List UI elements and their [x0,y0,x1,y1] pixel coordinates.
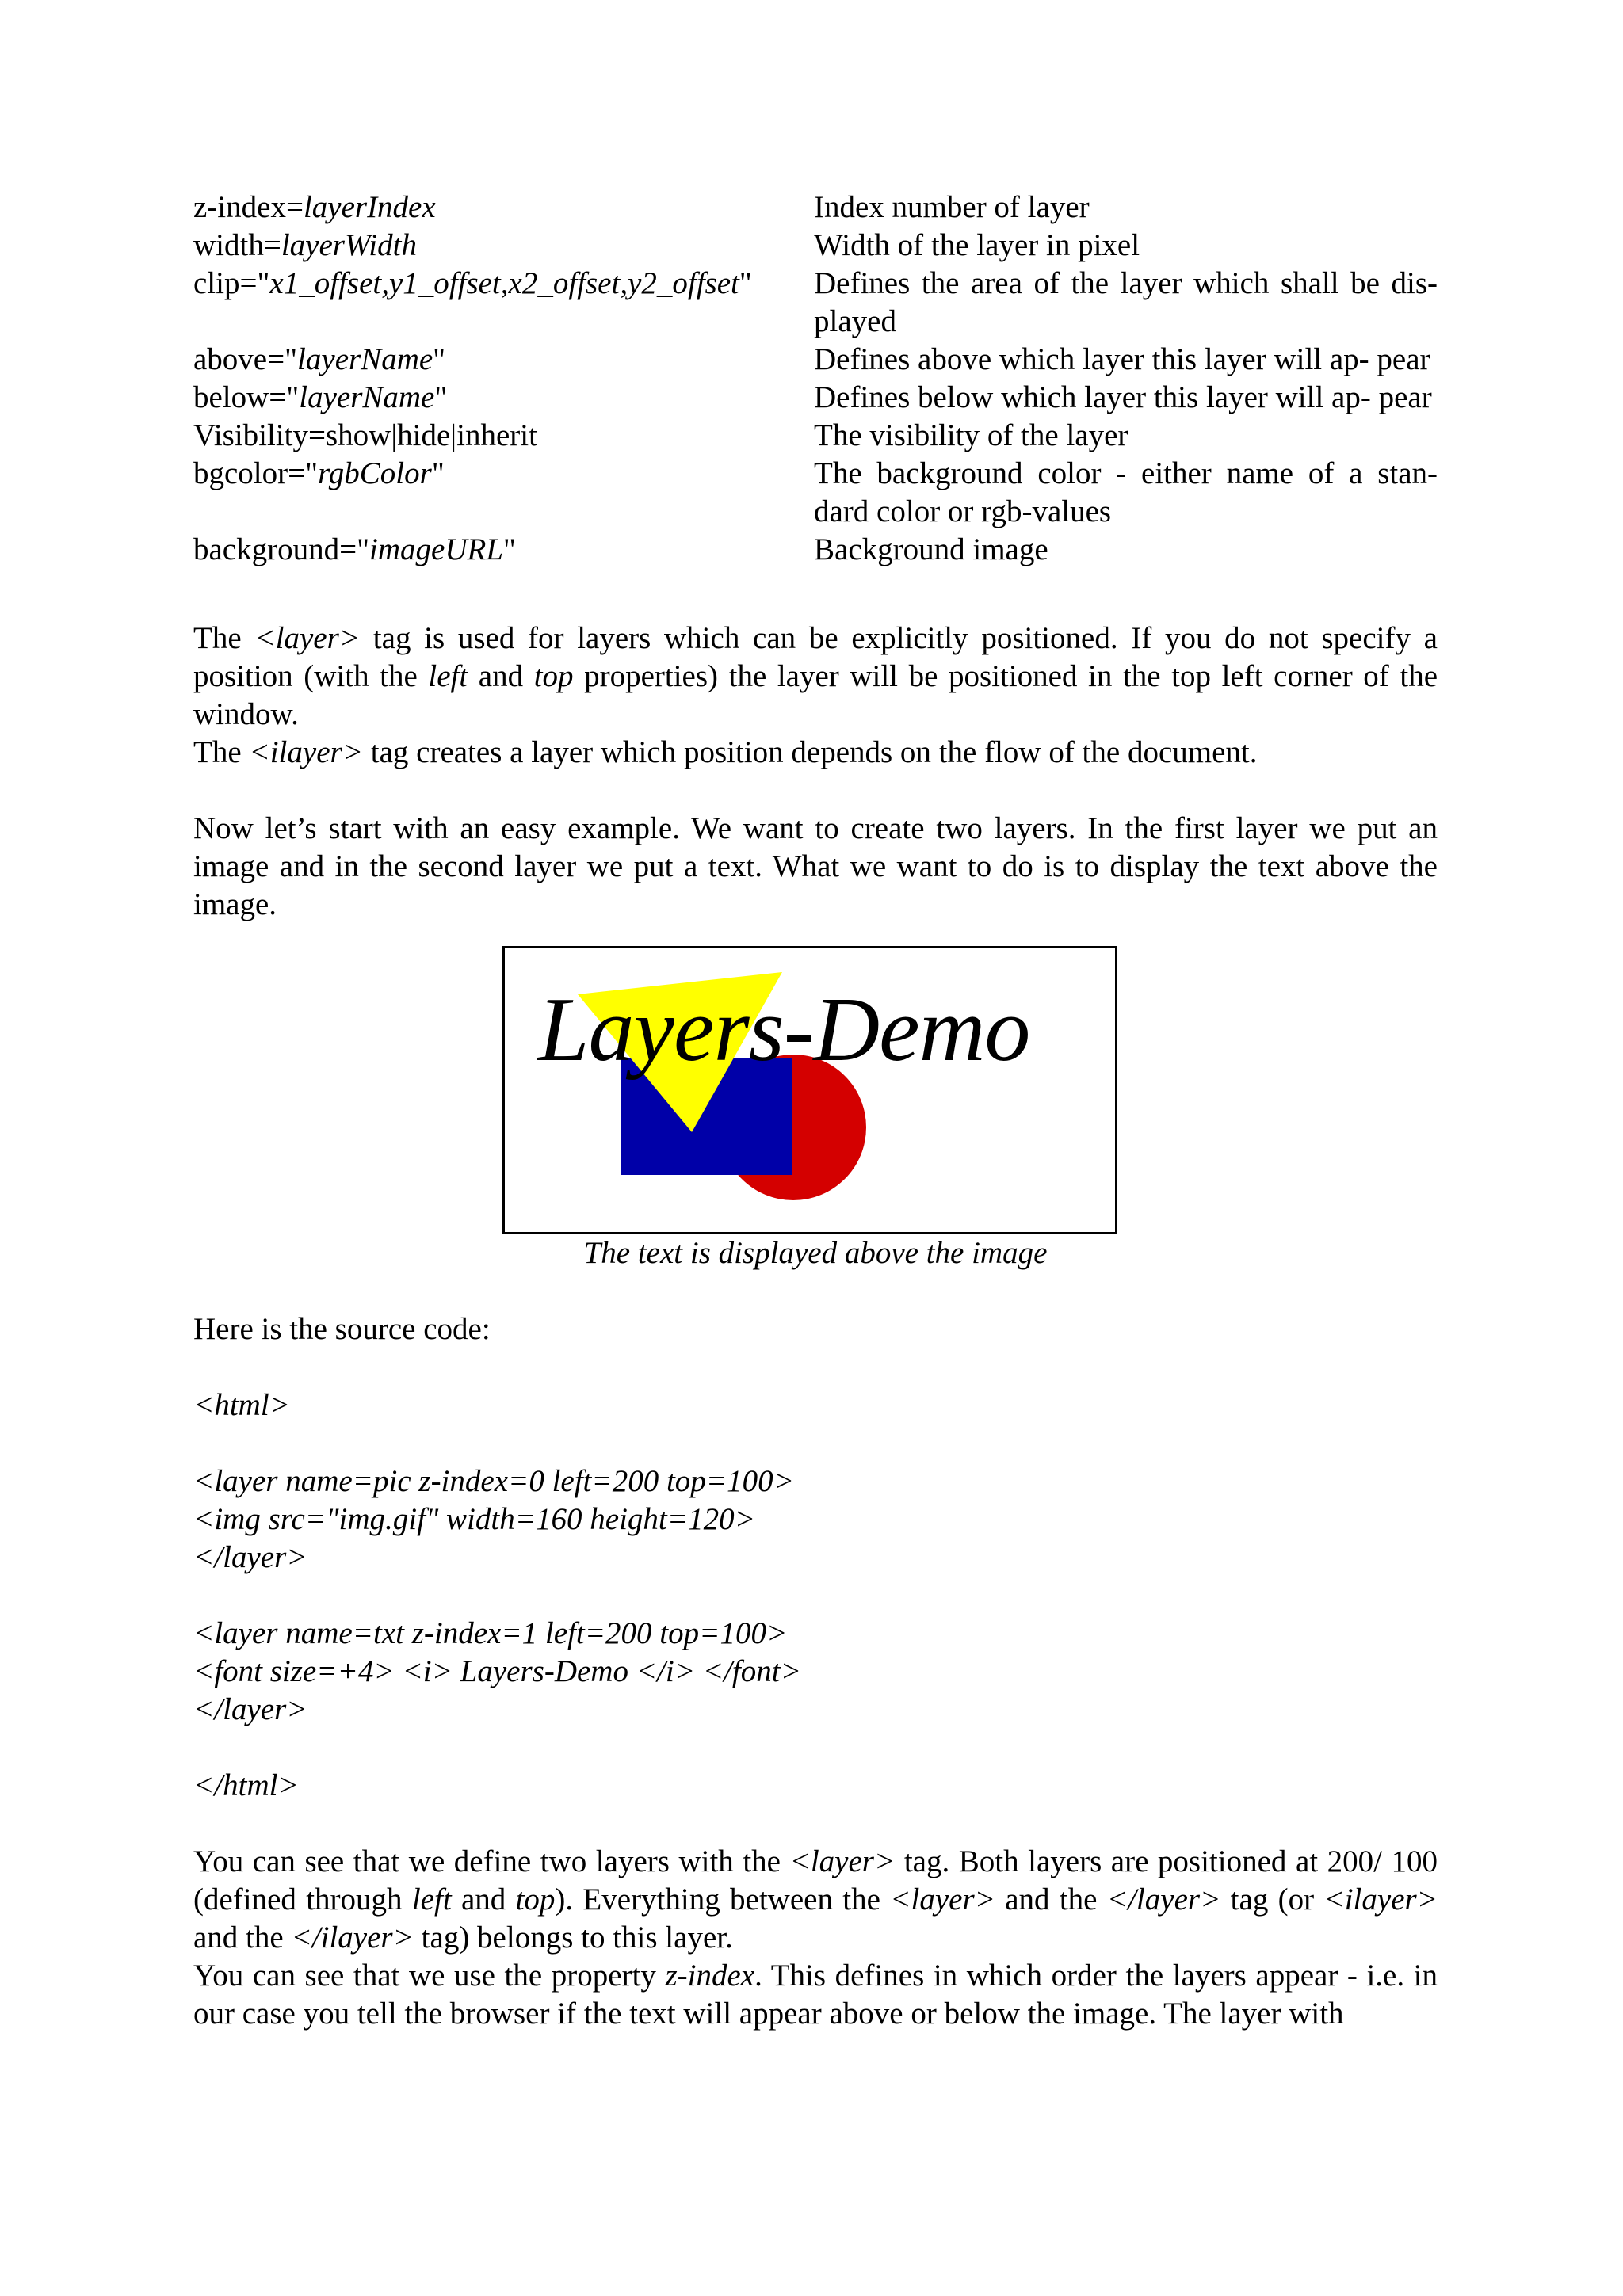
paragraph-z-index: You can see that we use the property z-index. This defines in which order the layers appear - i.e. in our case you tell the browser if the text will appear above or below the image. The layer with [193,1958,1438,2031]
attribute-name: width=layerWidth [193,228,417,262]
paragraph-layer-tag: The <layer> tag is used for layers which can be explicitly positioned. If you do not specify a position (with the left and top properties) the layer will be positioned in the top left corner of the window. [193,621,1438,731]
attribute-row [193,265,1438,341]
attribute-description: The background color - either name of a stan- dard color or rgb-values [814,456,1438,528]
attribute-name: below="layerName" [193,380,448,414]
figure-caption: The text is displayed above the image [583,1236,1048,1270]
source-code-intro: Here is the source code: [193,1312,491,1346]
code-line: <img src="img.gif" width=160 height=120> [193,1502,755,1536]
document-page [193,189,1438,2033]
attribute-row [193,455,1438,531]
attribute-row [193,341,1438,379]
code-line: <layer name=txt z-index=1 left=200 top=100> [193,1616,788,1650]
attribute-description: Defines below which layer this layer will ap- pear [814,380,1432,414]
code-line: </html> [193,1768,299,1802]
attribute-row [193,227,1438,265]
attribute-name: clip="x1_offset,y1_offset,x2_offset,y2_offset" [193,266,752,300]
paragraph-example-intro: Now let’s start with an easy example. We want to create two layers. In the first layer we put an image and in the second layer we put a text. What we want to do is to display the text above the image. [193,811,1438,921]
attribute-description: Index number of layer [814,190,1090,224]
code-line: <font size=+4> <i> Layers-Demo </i> </font> [193,1654,801,1688]
attribute-description: Defines above which layer this layer will ap- pear [814,342,1430,376]
attribute-table [193,189,1438,569]
attribute-name: above="layerName" [193,342,446,376]
code-line: </layer> [193,1540,307,1574]
layers-demo-figure [502,946,1117,1234]
attribute-description: Width of the layer in pixel [814,228,1140,262]
source-code-block [193,1386,1438,1805]
paragraph-layer-explanation: You can see that we define two layers with the <layer> tag. Both layers are positioned at 200/ 100 (defined through left and top). Everything between the <layer> and the </layer> tag (or <ilayer> and the </ilayer> tag) belongs to this layer. [193,1844,1438,1955]
attribute-row [193,189,1438,227]
attribute-name: Visibility=show|hide|inherit [193,418,537,452]
attribute-name: background="imageURL" [193,532,516,566]
attribute-row [193,531,1438,569]
layers-demo-text: Layers-Demo [538,979,1030,1081]
attribute-name: bgcolor="rgbColor" [193,456,445,490]
attribute-description: Defines the area of the layer which shall be dis- played [814,266,1438,338]
attribute-name: z-index=layerIndex [193,190,436,224]
attribute-row [193,379,1438,417]
code-line: <layer name=pic z-index=0 left=200 top=100> [193,1464,794,1498]
attribute-description: The visibility of the layer [814,418,1128,452]
paragraph-ilayer-tag: The <ilayer> tag creates a layer which position depends on the flow of the document. [193,735,1258,769]
code-line: </layer> [193,1692,307,1726]
attribute-row [193,417,1438,455]
code-line: <html> [193,1388,290,1422]
attribute-description: Background image [814,532,1048,566]
